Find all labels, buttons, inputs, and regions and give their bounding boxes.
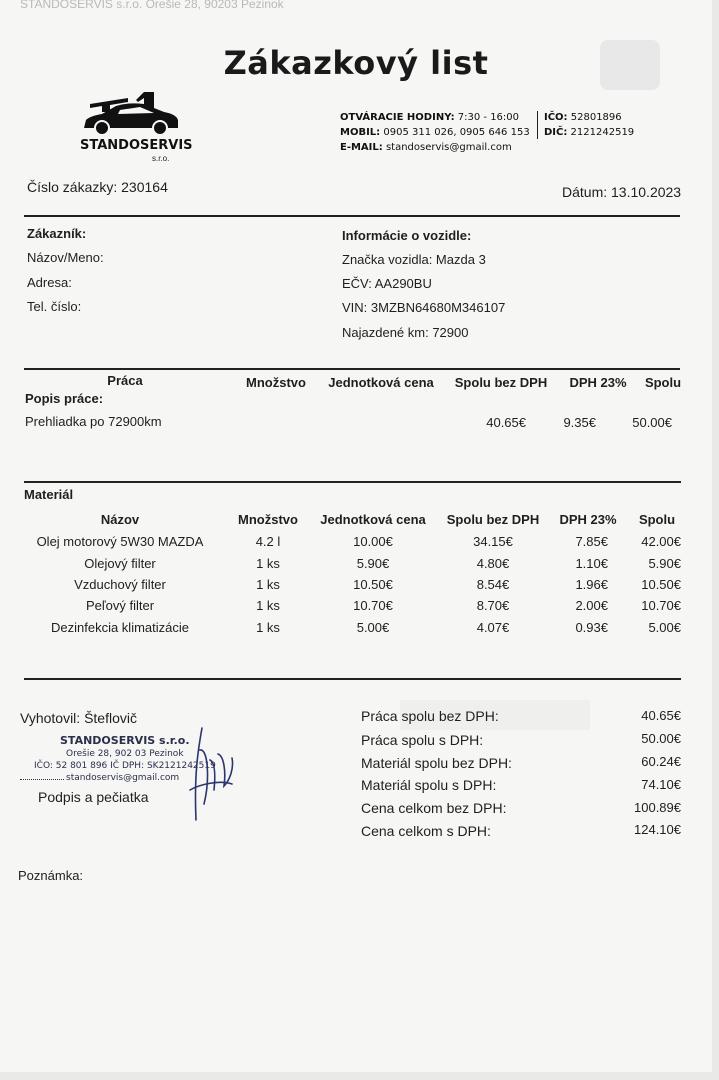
material-row-qty: 4.2 l [255,534,281,549]
totals-label: Cena celkom s DPH: [361,823,491,839]
vehicle-heading: Informácie o vozidle: [342,228,472,243]
email-label: E-MAIL: [340,142,383,153]
material-heading: Materiál [24,487,74,502]
labor-col-header: Práca [107,373,143,388]
labor-col-header: Jednotková cena [328,375,434,390]
material-row-vat: 0.93€ [575,620,608,635]
stamp-name: STANDOSERVIS s.r.o. [60,734,190,747]
labor-col-header: Spolu bez DPH [454,375,548,390]
material-row-unit: 5.00€ [356,620,390,635]
stamp-dots [20,779,64,780]
material-row-vat: 1.10€ [575,556,608,571]
totals-label: Materiál spolu bez DPH: [361,755,512,771]
customer-phone-label: Tel. číslo: [27,299,82,314]
material-col-header: Názov [100,512,140,527]
date: Dátum: 13.10.2023 [562,184,682,200]
vehicle-km: Najazdené km: 72900 [342,325,469,340]
hours-label: OTVÁRACIE HODINY: [340,112,455,123]
note-label: Poznámka: [18,868,84,883]
opening-hours [340,112,519,123]
issued-by: Vyhotovil: Šteflovič [20,710,137,726]
totals-label: Práca spolu bez DPH: [361,708,499,724]
labor-row-total: 50.00€ [632,415,672,430]
mobile [340,127,530,138]
labor-description-label: Popis práce: [25,391,104,406]
customer-address-label: Adresa: [27,275,72,290]
brand-name: STANDOSERVIS [80,138,193,153]
material-row-vat: 1.96€ [575,577,608,592]
material-row-qty: 1 ks [256,598,280,613]
labor-row-vat: 9.35€ [563,415,596,430]
vehicle-plate: EČV: AA290BU [342,276,432,291]
labor-col-header: Množstvo [246,375,306,390]
stamp-address: Orešie 28, 902 03 Pezinok [66,749,184,759]
material-row-net: 8.70€ [476,598,510,613]
material-row-name: Dezinfekcia klimatizácie [51,620,189,635]
hours-value: 7:30 - 16:00 [457,112,520,123]
totals-value: 40.65€ [641,708,681,723]
material-row-unit: 10.50€ [353,577,393,592]
material-col-header: Spolu [638,512,676,527]
email-value: standoservis@gmail.com [385,142,512,153]
customer-heading: Zákazník: [27,226,87,241]
labor-row-net: 40.65€ [486,415,526,430]
material-col-header: Jednotková cena [320,512,426,527]
material-row-name: Vzduchový filter [74,577,166,592]
labor-col-header: Spolu [644,375,682,390]
contact-divider [537,111,538,139]
material-row-unit: 10.00€ [353,534,393,549]
dic-label: DIČ: [544,127,568,138]
totals-label: Materiál spolu s DPH: [361,777,497,793]
stamp-email: standoservis@gmail.com [66,773,180,783]
page-title: Zákazkový list [223,44,489,82]
divider [24,215,680,217]
material-col-header: DPH 23% [559,512,617,527]
customer-name-label: Názov/Meno: [27,250,104,265]
material-row-total: 42.00€ [641,534,681,549]
stamp-ids: IČO: 52 801 896 IČ DPH: SK2121242519 [34,761,216,771]
dic [544,127,634,138]
material-col-header: Spolu bez DPH [446,512,540,527]
mobile-label: MOBIL: [340,127,381,138]
material-row-total: 5.90€ [648,556,681,571]
material-row-vat: 2.00€ [575,598,608,613]
material-row-total: 10.50€ [641,577,681,592]
totals-value: 124.10€ [634,822,681,837]
material-row-net: 8.54€ [476,577,510,592]
dic-value: 2121242519 [570,127,635,138]
vehicle-brand: Značka vozidla: Mazda 3 [342,252,486,267]
material-row-total: 10.70€ [641,598,681,613]
material-row-total: 5.00€ [648,620,681,635]
ico [544,112,622,123]
material-row-name: Olej motorový 5W30 MAZDA [36,534,204,549]
material-row-qty: 1 ks [256,556,280,571]
material-row-vat: 7.85€ [575,534,608,549]
totals-label: Cena celkom bez DPH: [361,800,507,816]
material-row-unit: 5.90€ [356,556,390,571]
bleed-through-header: STANDOSERVIS s.r.o. Orešie 28, 90203 Pezinok [20,0,284,11]
divider [24,368,680,370]
totals-value: 100.89€ [634,800,681,815]
labor-col-header: DPH 23% [569,375,627,390]
material-row-unit: 10.70€ [353,598,393,613]
divider [24,481,681,483]
brand-sub: s.r.o. [152,154,170,163]
divider [24,678,681,680]
signature-label: Podpis a pečiatka [38,789,149,805]
material-row-name: Peľový filter [85,598,155,613]
material-col-header: Množstvo [238,512,298,527]
material-row-qty: 1 ks [256,620,280,635]
material-row-net: 34.15€ [473,534,513,549]
totals-label: Práca spolu s DPH: [361,732,484,748]
ico-value: 52801896 [570,112,622,123]
vehicle-vin: VIN: 3MZBN64680M346107 [342,300,506,315]
order-number: Číslo zákazky: 230164 [27,179,168,195]
material-row-net: 4.80€ [476,556,510,571]
totals-value: 50.00€ [641,731,681,746]
material-row-name: Olejový filter [84,556,156,571]
car-logo-icon [80,90,182,140]
totals-value: 60.24€ [641,754,681,769]
signature-icon [180,720,240,830]
ico-label: IČO: [544,112,568,123]
totals-value: 74.10€ [641,777,681,792]
material-row-net: 4.07€ [476,620,510,635]
email [340,142,512,153]
material-row-qty: 1 ks [256,577,280,592]
labor-row-name: Prehliadka po 72900km [25,414,162,429]
mobile-value: 0905 311 026, 0905 646 153 [383,127,530,138]
